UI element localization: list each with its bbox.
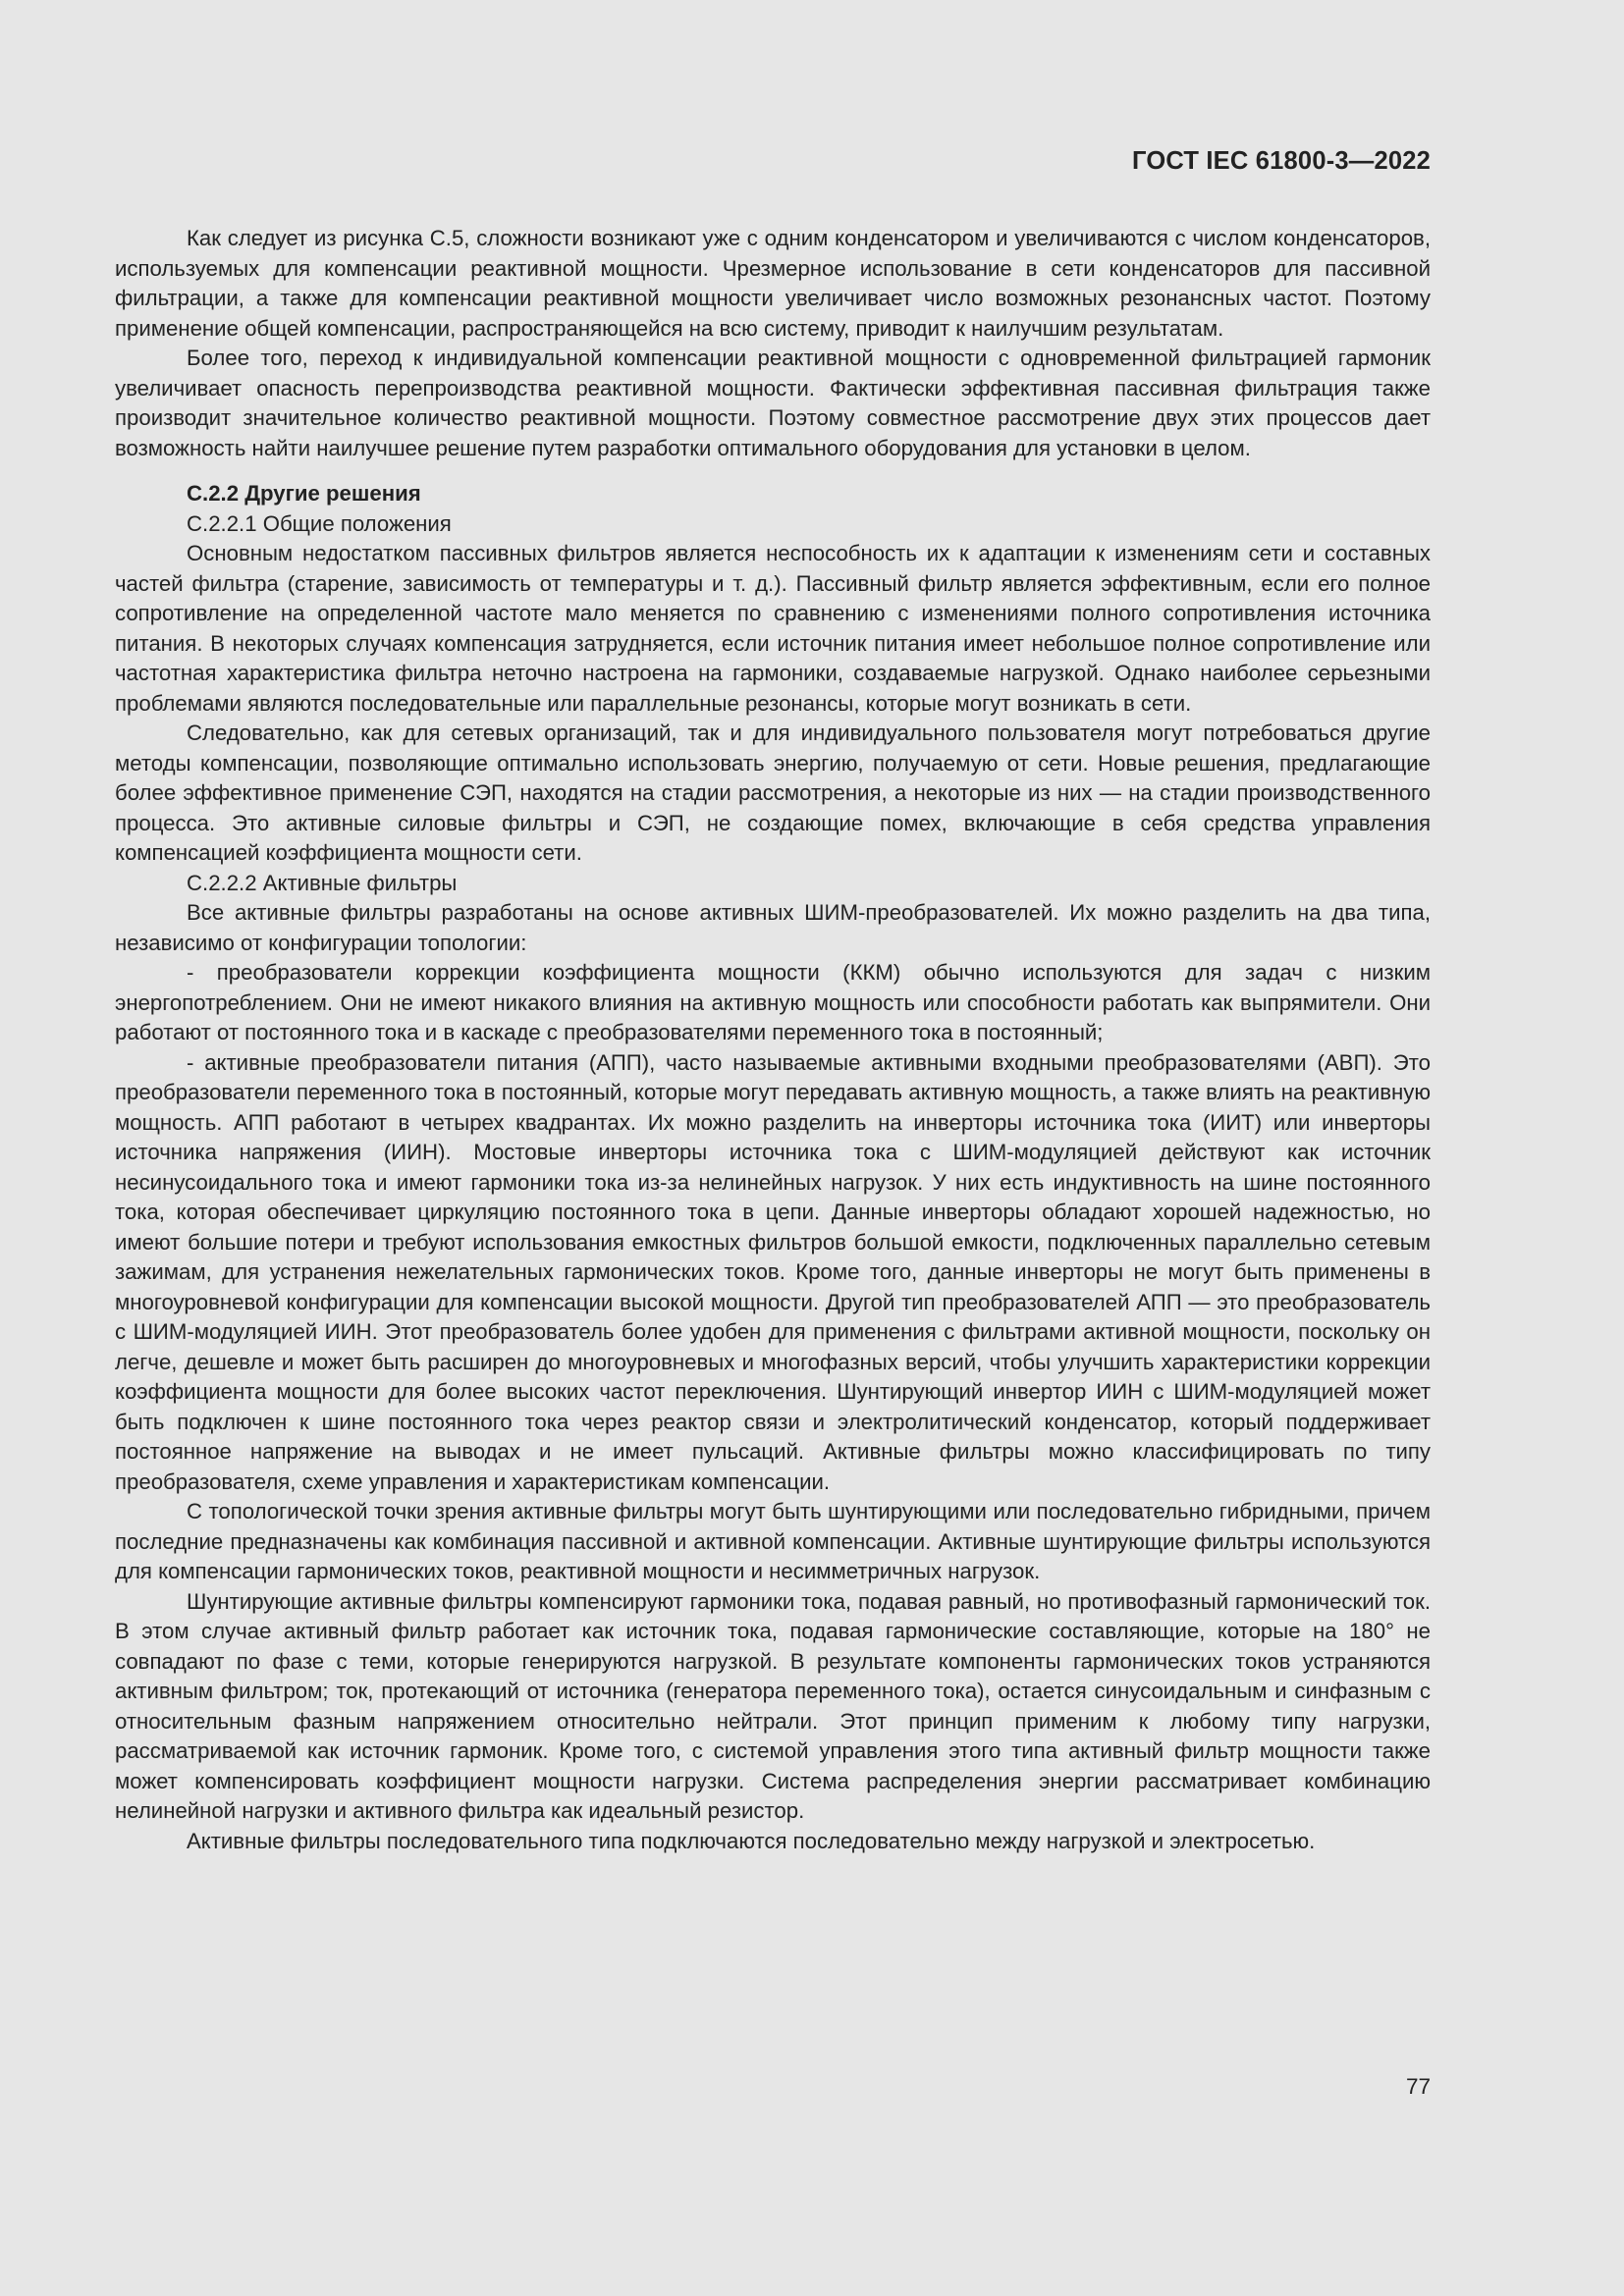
paragraph: Следовательно, как для сетевых организаций, так и для индивидуального пользователя могут потребоваться другие методы компенсации, позволяющие оптимально использовать энергию, получаемую от сети. Новые решения, предлагающие более эффективное применение СЭП, находятся на стадии рассмотрения, а некоторые из них — на стадии производственного процесса. Это активные силовые фильтры и СЭП, не создающие помех, включающие в себя средства управления компенсацией коэффициента мощности сети.: [115, 721, 1431, 865]
page-number: 77: [1405, 2074, 1431, 2099]
paragraph: Активные фильтры последовательного типа подключаются последовательно между нагрузкой и электросетью.: [187, 1828, 1316, 1853]
subsection-heading: С.2.2.2 Активные фильтры: [187, 870, 458, 895]
paragraph: Основным недостатком пассивных фильтров является неспособность их к адаптации к изменениям сети и составных частей фильтра (старение, зависимость от температуры и т. д.). Пассивный фильтр является эффективным, если его полное сопротивление на определенной частоте мало меняется по сравнению с изменениями полного сопротивления источника питания. В некоторых случаях компенсация затрудняется, если источник питания имеет небольшое полное сопротивление или частотная характеристика фильтра неточно настроена на гармоники, создаваемые нагрузкой. Однако наиболее серьезными проблемами являются последовательные или параллельные резонансы, которые могут возникать в сети.: [115, 541, 1431, 716]
document-code-header: ГОСТ IEC 61800-3—2022: [1132, 147, 1431, 175]
list-item: - активные преобразователи питания (АПП), часто называемые активными входными преобразователями (АВП). Это преобразователи переменного тока в постоянный, которые могут передавать активную мощность, а также влиять на реактивную мощность. АПП работают в четырех квадрантах. Их можно разделить на инверторы источника тока (ИИТ) или инверторы источника напряжения (ИИН). Мостовые инверторы источника тока с ШИМ-модуляцией действуют как источник несинусоидального тока и имеют гармоники тока из-за нелинейных нагрузок. У них есть индуктивность на шине постоянного тока, которая обеспечивает циркуляцию постоянного тока в цепи. Данные инверторы обладают хорошей надежностью, но имеют большие потери и требуют использования емкостных фильтров большой емкости, подключенных параллельно сетевым зажимам, для устранения нежелательных гармонических токов. Кроме того, данные инверторы не могут быть применены в многоуровневой конфигурации для компенсации высокой мощности. Другой тип преобразователей АПП — это преобразователь с ШИМ-модуляцией ИИН. Этот преобразователь более удобен для применения с фильтрами активной мощности, поскольку он легче, дешевле и может быть расширен до многоуровневых и многофазных версий, чтобы улучшить характеристики коррекции коэффициента мощности для более высоких частот переключения. Шунтирующий инвертор ИИН с ШИМ-модуляцией может быть подключен к шине постоянного тока через реактор связи и электролитический конденсатор, который поддерживает постоянное напряжение на выводах и не имеет пульсаций. Активные фильтры можно классифицировать по типу преобразователя, схеме управления и характеристикам компенсации.: [115, 1049, 1431, 1494]
paragraph: Все активные фильтры разработаны на основе активных ШИМ-преобразователей. Их можно разделить на два типа, независимо от конфигурации топологии:: [115, 900, 1431, 955]
list-item: - преобразователи коррекции коэффициента мощности (ККМ) обычно используются для задач с низким энергопотреблением. Они не имеют никакого влияния на активную мощность или способности работать как выпрямители. Они работают от постоянного тока и в каскаде с преобразователями переменного тока в постоянный;: [115, 960, 1431, 1044]
paragraph: Шунтирующие активные фильтры компенсируют гармоники тока, подавая равный, но противофазный гармонический ток. В этом случае активный фильтр работает как источник тока, подавая гармонические составляющие, которые на 180° не совпадают по фазе с теми, которые генерируются нагрузкой. В результате компоненты гармонических токов устраняются активным фильтром; ток, протекающий от источника (генератора переменного тока), остается синусоидальным и синфазным с относительным фазным напряжением относительно нейтрали. Этот принцип применим к любому типу нагрузки, рассматриваемой как источник гармоник. Кроме того, с системой управления этого типа активный фильтр мощности также может компенсировать коэффициент мощности нагрузки. Система распределения энергии рассматривает комбинацию нелинейной нагрузки и активного фильтра как идеальный резистор.: [115, 1588, 1431, 1823]
paragraph: С топологической точки зрения активные фильтры могут быть шунтирующими или последовательно гибридными, причем последние предназначены как комбинация пассивной и активной компенсации. Активные шунтирующие фильтры используются для компенсации гармонических токов, реактивной мощности и несимметричных нагрузок.: [115, 1499, 1431, 1583]
section-heading: С.2.2 Другие решения: [187, 481, 421, 506]
body-text: [115, 224, 1431, 1856]
paragraph: Как следует из рисунка С.5, сложности возникают уже с одним конденсатором и увеличиваются с числом конденсаторов, используемых для компенсации реактивной мощности. Чрезмерное использование в сети конденсаторов для пассивной фильтрации, а также для компенсации реактивной мощности увеличивает число возможных резонансных частот. Поэтому применение общей компенсации, распространяющейся на всю систему, приводит к наилучшим результатам.: [115, 226, 1431, 341]
paragraph: Более того, переход к индивидуальной компенсации реактивной мощности с одновременной фильтрацией гармоник увеличивает опасность перепроизводства реактивной мощности. Фактически эффективная пассивная фильтрация также производит значительное количество реактивной мощности. Поэтому совместное рассмотрение двух этих процессов дает возможность найти наилучшее решение путем разработки оптимального оборудования для установки в целом.: [115, 346, 1431, 460]
subsection-heading: С.2.2.1 Общие положения: [187, 510, 452, 536]
